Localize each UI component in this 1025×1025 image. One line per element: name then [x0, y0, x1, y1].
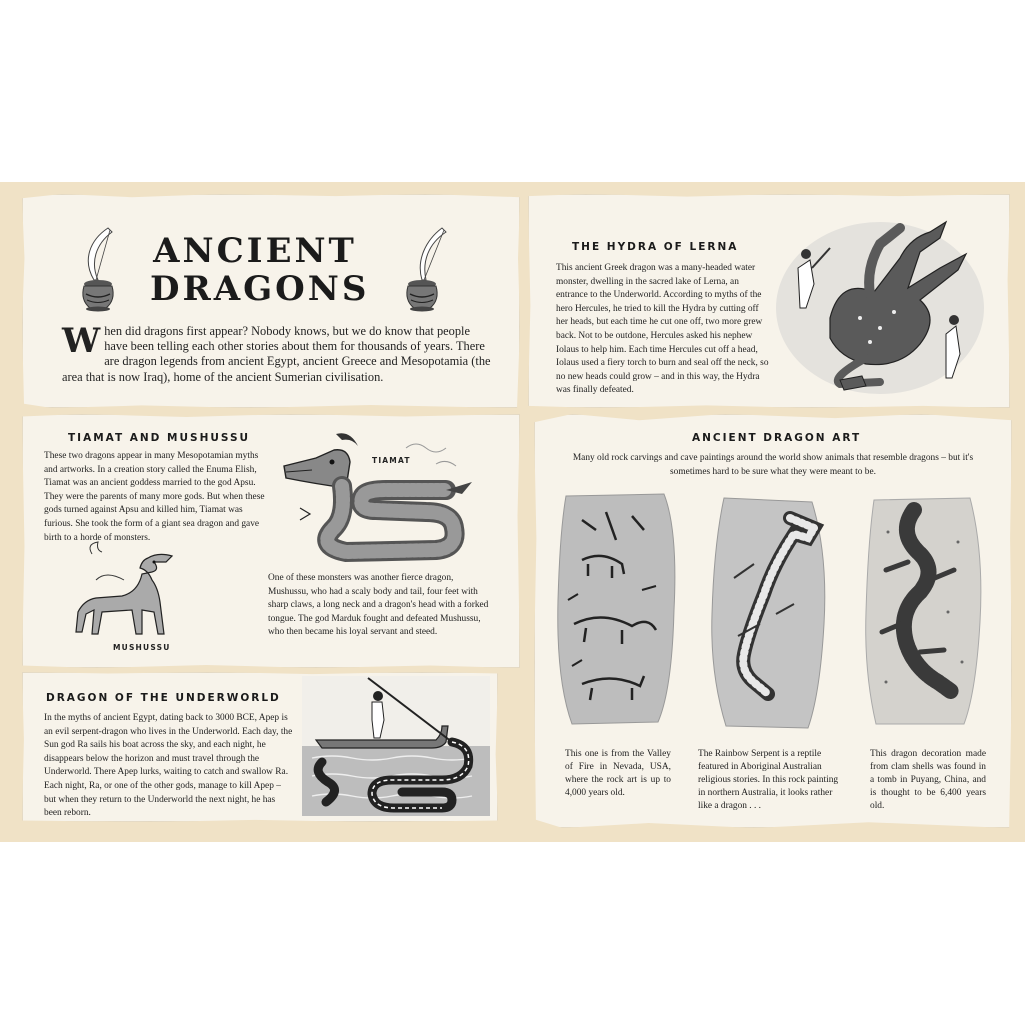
art-caption-3: This dragon decoration made from clam shells was found in a tomb in Puyang, China, and is thought to be 6,400 years old.: [870, 749, 986, 811]
tiamat-text-1: These two dragons appear in many Mesopotamian myths and artworks. In a creation story called the Enuma Elish, Tiamat was an ancient goddess married to the god Apsu. They were the parents of many more gods. But when these gods turned against Apsu and killed him, Tiamat was furious. She took the form of a giant sea dragon and gave birth to a horde of monsters.: [44, 451, 265, 543]
art-caption-1: This one is from the Valley of Fire in Nevada, USA, where the rock art is up to 4,000 years old.: [565, 749, 671, 798]
hydra-text: This ancient Greek dragon was a many-headed water monster, dwelling in the sacred lake of Lerna, an entrance to the Underworld. According to myths of the hero Hercules, he tried to kill the Hydra by cutting off her heads, but each time he cut one off, two more grew back. Not to be outdone, Hercules asked his nephew Iolaus to help him. Each time Hercules cut off a head, Iolaus used a fiery torch to burn and seal off the neck, so no new heads could grow – and in this way, the Hydra was finally defeated.: [556, 263, 769, 396]
tiamat-dragon-illustration: [276, 428, 476, 568]
tiamat-label: TIAMAT: [372, 456, 411, 465]
tiamat-text-2: One of these monsters was another fierce dragon, Mushussu, who had a scaly body and tail, four feet with sharp claws, a long neck and a dragon's head with a forked tongue. The god Marduk fought and defeated Mushussu, who then became his loyal servant and steed.: [268, 573, 489, 638]
tiamat-heading: TIAMAT AND MUSHUSSU: [68, 432, 251, 444]
hydra-heading: THE HYDRA OF LERNA: [572, 241, 739, 253]
underworld-heading: DRAGON OF THE UNDERWORLD: [46, 692, 281, 704]
mushussu-label: MUSHUSSU: [113, 643, 171, 652]
intro-text: hen did dragons first appear? Nobody knows, but we do know that people have been telling each other stories about them for thousands of years. There are dragon legends from ancient Egypt, ancient Greece and Mesopotamia (the area that is now Iraq), home of the ancient Sumerian civilisation.: [62, 324, 491, 384]
page-title: [150, 231, 370, 309]
intro-paragraph: [62, 321, 494, 385]
clam-shell-dragon-mosaic: [858, 492, 988, 730]
hydra-illustration: [770, 208, 992, 394]
art-heading: ANCIENT DRAGON ART: [692, 432, 862, 444]
inkwell-quill-icon: [384, 222, 464, 312]
drop-cap: W: [62, 321, 101, 361]
mushussu-dragon-illustration: [62, 540, 182, 640]
title-line-2: DRAGONS: [150, 269, 370, 309]
valley-of-fire-rock-art: [552, 490, 682, 728]
inkwell-quill-icon: [60, 222, 140, 312]
rainbow-serpent-rock-art: [704, 494, 834, 732]
apep-serpent-illustration: [302, 676, 490, 816]
art-caption-2: The Rainbow Serpent is a reptile featured in Aboriginal Australian religious stories. In this rock painting in northern Australia, it looks rather like a dragon . . .: [698, 749, 839, 811]
title-line-1: ANCIENT: [153, 231, 357, 271]
underworld-text: In the myths of ancient Egypt, dating back to 3000 BCE, Apep is an evil serpent-dragon who lives in the Underworld. Each day, the Sun god Ra sails his boat across the sky, and each night, he disappears below the horizon and must travel through the Underworld. There Apep lurks, waiting to catch and swallow Ra. Each night, Ra, or one of the other gods, manage to kill Apep – but when they return to the Underworld the next night, he has been reborn.: [44, 713, 293, 819]
art-intro: Many old rock carvings and cave paintings around the world show animals that resemble dragons – but it's sometimes hard to be sure what they were meant to be.: [572, 453, 974, 477]
